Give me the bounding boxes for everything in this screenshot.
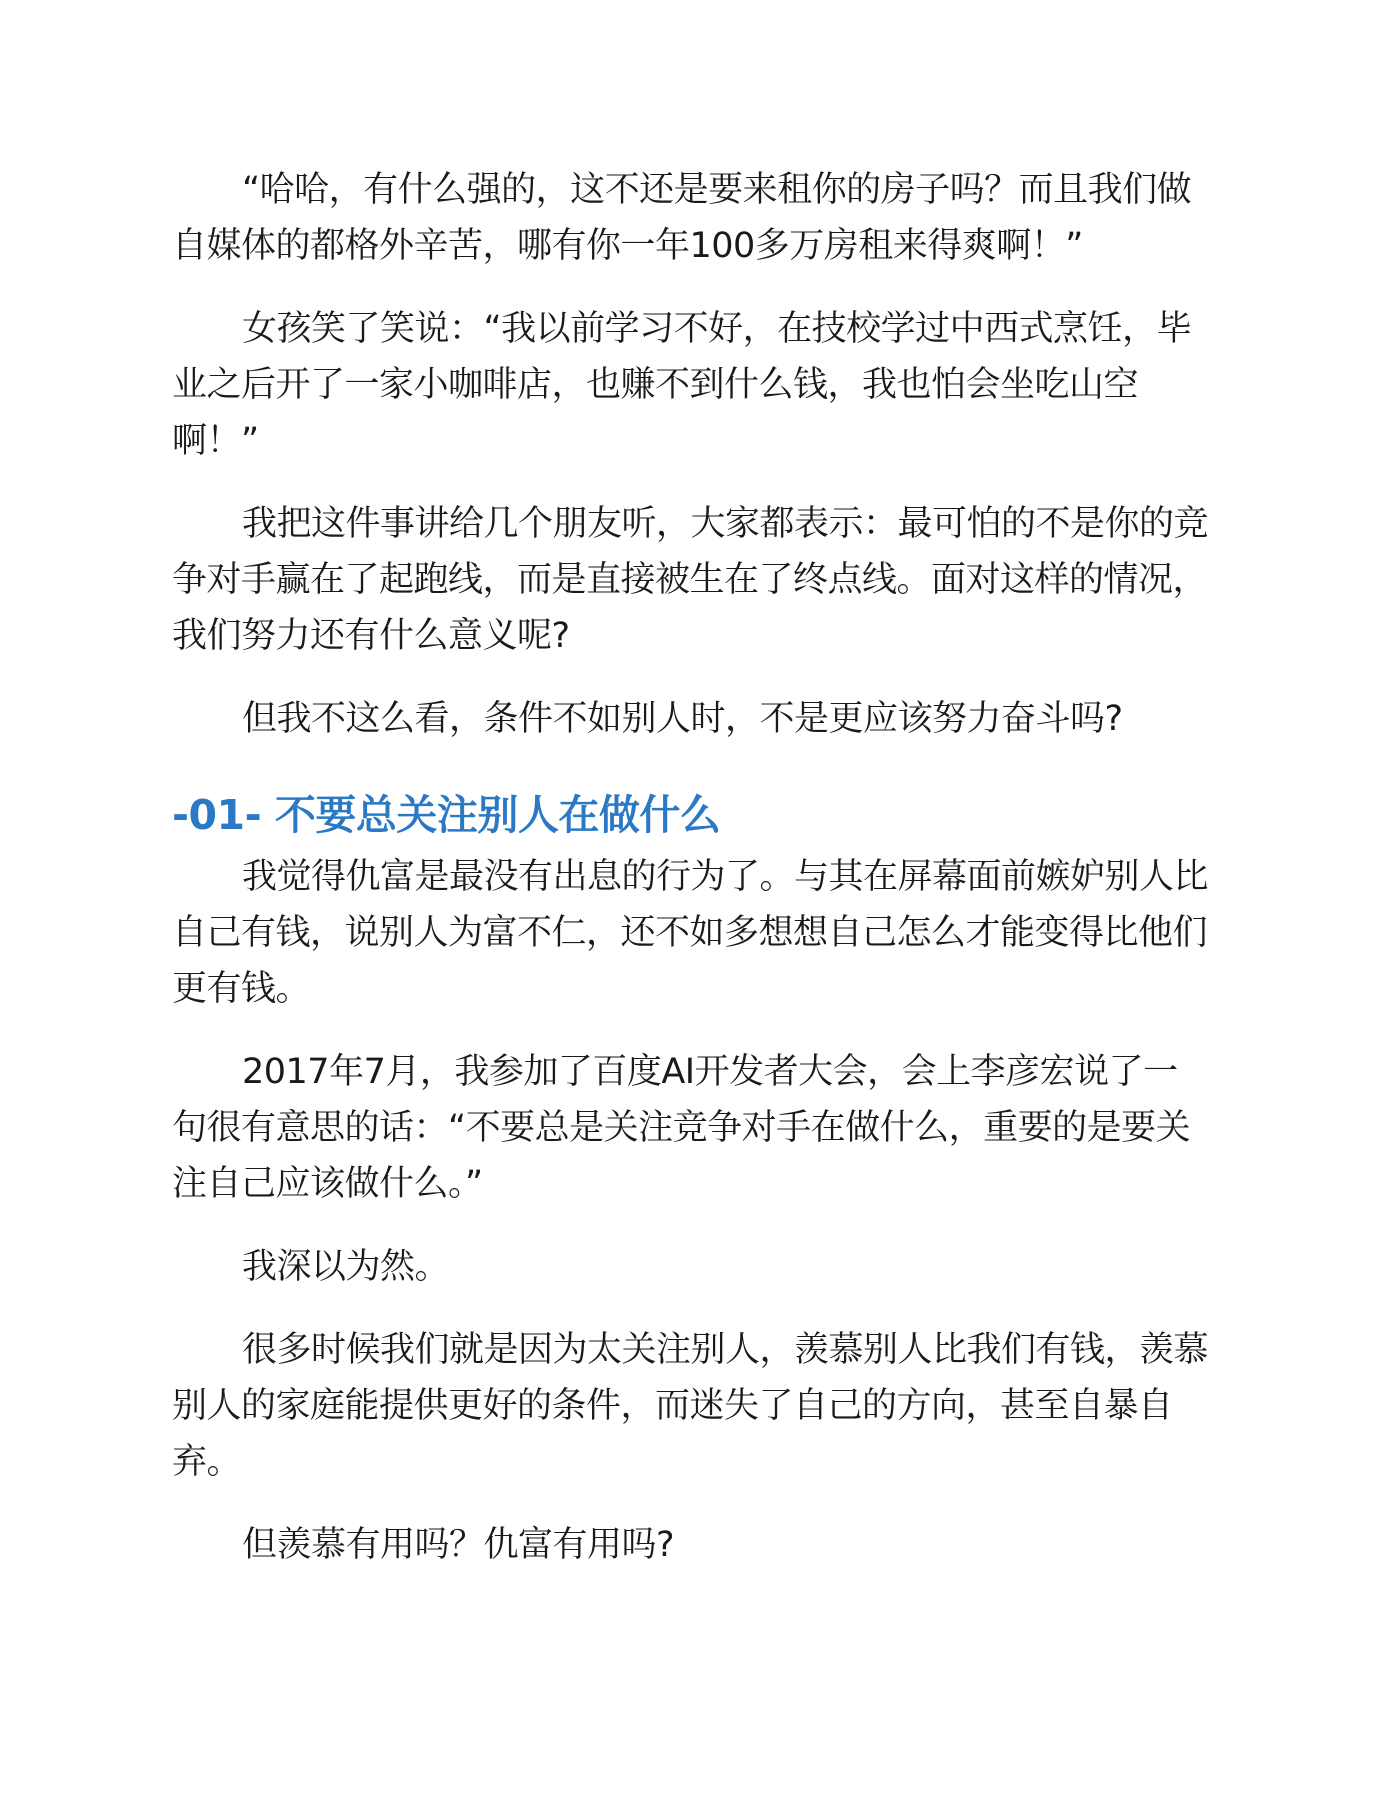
- paragraph-7: 我深以为然。: [242, 1247, 450, 1287]
- article-body: [172, 162, 1208, 1600]
- paragraph-2: 女孩笑了笑说：“我以前学习不好，在技校学过中西式烹饪，毕业之后开了一家小咖啡店，也赚不到什么钱，我也怕会坐吃山空啊！”: [172, 309, 1192, 461]
- paragraph-1: “哈哈，有什么强的，这不还是要来租你的房子吗？而且我们做自媒体的都格外辛苦，哪有你一年100多万房租来得爽啊！”: [172, 170, 1192, 266]
- paragraph-6: 2017年7月，我参加了百度AI开发者大会，会上李彦宏说了一句很有意思的话：“不要总是关注竞争对手在做什么，重要的是要关注自己应该做什么。”: [172, 1052, 1191, 1204]
- paragraph-9: 但羡慕有用吗？仇富有用吗?: [242, 1525, 675, 1565]
- paragraph-5: 我觉得仇富是最没有出息的行为了。与其在屏幕面前嫉妒别人比自己有钱，说别人为富不仁，还不如多想想自己怎么才能变得比他们更有钱。: [172, 857, 1209, 1009]
- paragraph-8: 很多时候我们就是因为太关注别人，羡慕别人比我们有钱，羡慕别人的家庭能提供更好的条件，而迷失了自己的方向，甚至自暴自弃。: [172, 1330, 1209, 1482]
- section-heading: -01- 不要总关注别人在做什么: [172, 791, 721, 839]
- paragraph-4: 但我不这么看，条件不如别人时，不是更应该努力奋斗吗?: [242, 699, 1123, 739]
- paragraph-3: 我把这件事讲给几个朋友听，大家都表示：最可怕的不是你的竞争对手赢在了起跑线，而是直接被生在了终点线。面对这样的情况，我们努力还有什么意义呢?: [172, 504, 1209, 656]
